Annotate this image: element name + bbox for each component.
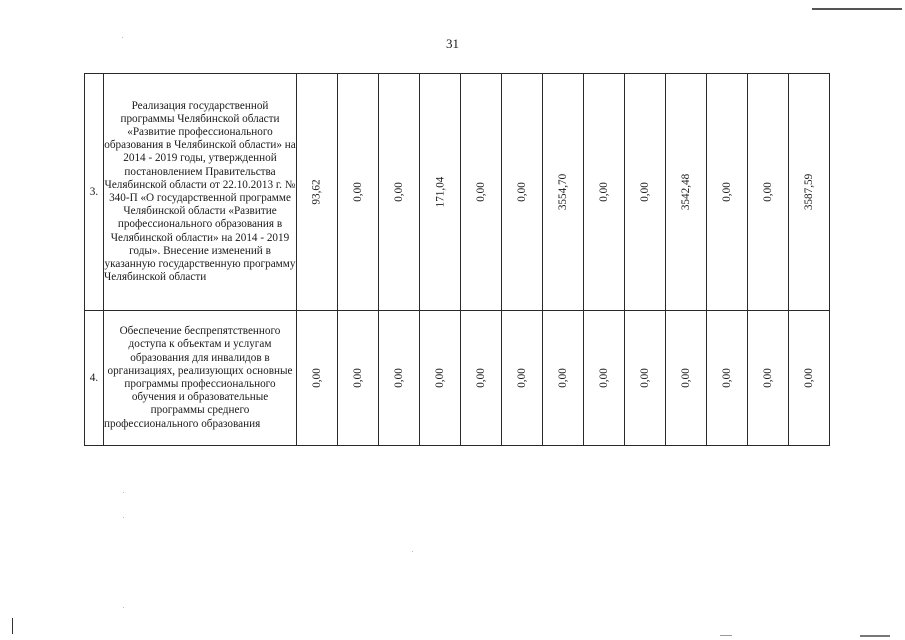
- scan-top-rule: [812, 8, 902, 10]
- value-text: 0,00: [679, 368, 692, 388]
- value-cell: [748, 311, 789, 446]
- value-text: 0,00: [351, 182, 364, 202]
- row-description: Реализация государственной программы Челябинской области «Развитие профессионального образования в Челябинской области» на 2014 - 2019 годы, утвержденной постановлением Правительства Челябинской области от 22.10.2013 г. № 340-П «О государственной программе Челябинской области «Развитие профессионального образования в Челябинской области» на 2014 - 2019 годы». Внесение изменений в указанную государственную программу Челябинской области: [104, 74, 297, 311]
- row-description: Обеспечение беспрепятственного доступа к объектам и услугам образования для инвалидов в организациях, реализующих основные программы профессионального обучения и образовательные программы среднего профессионального образования: [104, 311, 297, 446]
- value-text: 93,62: [310, 179, 323, 205]
- scan-edge-mark: [720, 635, 732, 636]
- value-text: 0,00: [392, 182, 405, 202]
- value-cell: [338, 74, 379, 311]
- value-cell: [420, 311, 461, 446]
- value-text: 0,00: [802, 368, 815, 388]
- value-text: 0,00: [638, 368, 651, 388]
- value-text: 0,00: [474, 368, 487, 388]
- value-cell: [502, 311, 543, 446]
- value-cell: [461, 74, 502, 311]
- value-text: 0,00: [720, 368, 733, 388]
- value-text: 0,00: [597, 182, 610, 202]
- value-cell: [543, 74, 584, 311]
- row-number: 3.: [85, 74, 104, 311]
- value-cell: [338, 311, 379, 446]
- value-cell: [707, 74, 748, 311]
- value-cell: [625, 74, 666, 311]
- budget-table: [84, 73, 830, 446]
- value-cell: [420, 74, 461, 311]
- value-cell: [297, 74, 338, 311]
- value-text: 0,00: [638, 182, 651, 202]
- page-number: 31: [446, 36, 459, 51]
- scan-edge-mark: [860, 635, 890, 637]
- value-text: 0,00: [515, 182, 528, 202]
- table-row: [85, 311, 830, 446]
- value-text: 3542,48: [679, 173, 692, 211]
- value-text: 0,00: [720, 182, 733, 202]
- value-cell: [584, 74, 625, 311]
- value-cell: [789, 311, 830, 446]
- value-cell: [379, 311, 420, 446]
- value-text: 0,00: [761, 182, 774, 202]
- value-text: 0,00: [392, 368, 405, 388]
- value-cell: [461, 311, 502, 446]
- value-cell: [666, 311, 707, 446]
- value-text: 0,00: [433, 368, 446, 388]
- scan-edge-mark: [12, 618, 13, 634]
- value-cell: [625, 311, 666, 446]
- value-cell: [543, 311, 584, 446]
- value-cell: [297, 311, 338, 446]
- value-text: 0,00: [556, 368, 569, 388]
- value-cell: [502, 74, 543, 311]
- scan-speck: [123, 492, 124, 493]
- value-cell: [789, 74, 830, 311]
- value-cell: [584, 311, 625, 446]
- scan-speck: [123, 517, 124, 518]
- row-number: 4.: [85, 311, 104, 446]
- value-cell: [379, 74, 420, 311]
- scan-speck: [123, 607, 124, 608]
- value-text: 0,00: [310, 368, 323, 388]
- value-text: 3587,59: [802, 173, 815, 211]
- value-text: 0,00: [761, 368, 774, 388]
- value-cell: [707, 311, 748, 446]
- value-text: 0,00: [515, 368, 528, 388]
- value-text: 0,00: [351, 368, 364, 388]
- scan-speck: [412, 551, 413, 552]
- table-row: [85, 74, 830, 311]
- value-text: 0,00: [474, 182, 487, 202]
- value-text: 0,00: [597, 368, 610, 388]
- value-text: 171,04: [433, 176, 446, 208]
- value-cell: [666, 74, 707, 311]
- value-cell: [748, 74, 789, 311]
- value-text: 3554,70: [556, 173, 569, 211]
